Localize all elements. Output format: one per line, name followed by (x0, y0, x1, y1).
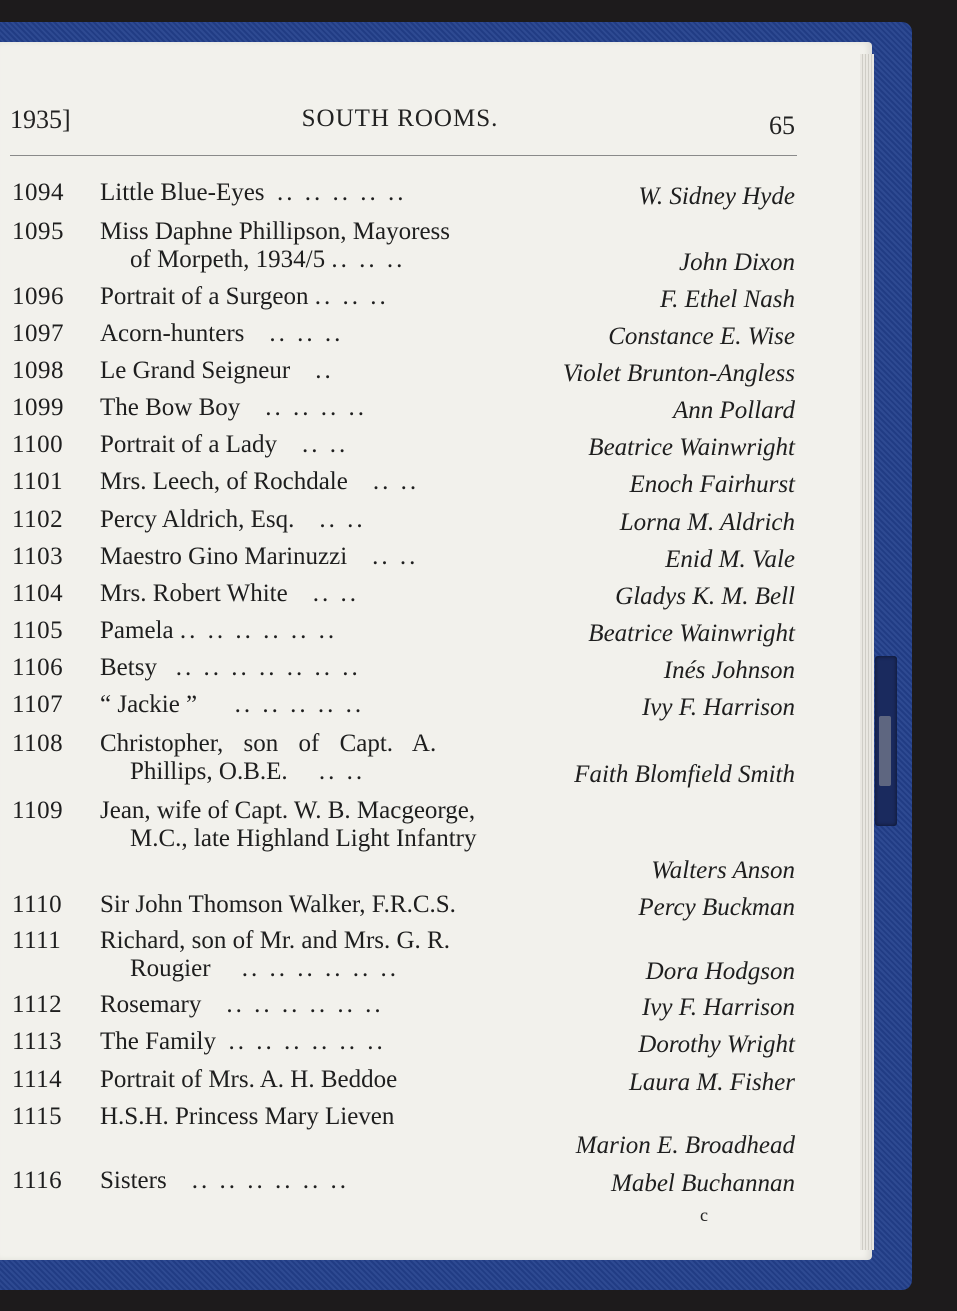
entry-number: 1108 (12, 730, 64, 757)
page-header (0, 105, 800, 145)
entry-number: 1094 (12, 179, 64, 206)
entry-number: 1106 (12, 654, 64, 681)
entry-artist: Lorna M. Aldrich (619, 509, 795, 536)
entry-artist: Gladys K. M. Bell (615, 583, 795, 610)
entry-artist: F. Ethel Nash (660, 286, 795, 313)
entry-number: 1109 (12, 797, 64, 824)
entry-number: 1104 (12, 580, 64, 607)
entry-title-continued: Rougier .. .. .. .. .. .. (130, 955, 400, 982)
entry-number: 1105 (12, 617, 64, 644)
entry-title: “ Jackie ” .. .. .. .. .. (100, 691, 365, 718)
entry-number: 1116 (12, 1167, 63, 1194)
entry-title-continued: M.C., late Highland Light Infantry (130, 825, 477, 852)
entry-title: Percy Aldrich, Esq. .. .. (100, 506, 366, 533)
entry-title: Rosemary .. .. .. .. .. .. (100, 991, 384, 1018)
entry-artist: Ivy F. Harrison (641, 694, 795, 721)
entry-number: 1110 (12, 891, 63, 918)
entry-artist: Enid M. Vale (665, 546, 795, 573)
entry-title: Acorn-hunters .. .. .. (100, 320, 344, 347)
entry-number: 1114 (12, 1066, 63, 1093)
entry-title: Miss Daphne Phillipson, Mayoress (100, 218, 450, 245)
entry-title: Mrs. Robert White .. .. (100, 580, 359, 607)
entry-title: Richard, son of Mr. and Mrs. G. R. (100, 927, 450, 954)
entry-number: 1112 (12, 991, 63, 1018)
entry-title: Little Blue-Eyes .. .. .. .. .. (100, 179, 407, 206)
entry-number: 1102 (12, 506, 64, 533)
header-rule (10, 155, 797, 156)
entry-title: Portrait of a Lady .. .. (100, 431, 349, 458)
entry-artist: Ivy F. Harrison (641, 994, 795, 1021)
entry-artist: John Dixon (679, 249, 795, 276)
entry-number: 1097 (12, 320, 64, 347)
entry-title: Betsy .. .. .. .. .. .. .. (100, 654, 361, 681)
entry-artist: Dora Hodgson (645, 958, 795, 985)
entry-title: Le Grand Seigneur .. (100, 357, 334, 384)
entry-title: Jean, wife of Capt. W. B. Macgeorge, (100, 797, 476, 824)
entry-title: Maestro Gino Marinuzzi .. .. (100, 543, 419, 570)
entry-title: Christopher, son of Capt. A. (100, 730, 437, 757)
entry-artist: Percy Buckman (638, 894, 795, 921)
entry-artist: Beatrice Wainwright (588, 620, 795, 647)
entry-number: 1111 (12, 927, 62, 954)
entry-artist: Faith Blomfield Smith (574, 761, 795, 788)
entry-artist: Beatrice Wainwright (588, 434, 795, 461)
entry-artist: Ann Pollard (673, 397, 795, 424)
entry-artist: Inés Johnson (663, 657, 795, 684)
entry-title: The Family .. .. .. .. .. .. (100, 1028, 386, 1055)
entry-number: 1099 (12, 394, 64, 421)
entry-title-continued: Phillips, O.B.E. .. .. (130, 758, 366, 785)
entry-artist: Mabel Buchannan (611, 1170, 795, 1197)
entry-title: Sir John Thomson Walker, F.R.C.S. (100, 891, 456, 918)
entry-number: 1103 (12, 543, 64, 570)
entry-number: 1095 (12, 218, 64, 245)
entry-artist: Violet Brunton-Angless (562, 360, 795, 387)
header-year: 1935] (10, 105, 71, 134)
entry-title: Pamela .. .. .. .. .. .. (100, 617, 338, 644)
entry-artist: Constance E. Wise (608, 323, 795, 350)
entry-number: 1107 (12, 691, 64, 718)
entry-title: The Bow Boy .. .. .. .. (100, 394, 368, 421)
signature-mark: c (700, 1205, 708, 1225)
entry-number: 1100 (12, 431, 64, 458)
entry-artist: Laura M. Fisher (629, 1069, 795, 1096)
entry-number: 1115 (12, 1103, 63, 1130)
entry-artist: W. Sidney Hyde (638, 183, 795, 210)
page-number: 65 (769, 111, 795, 140)
bookmark-ribbon (875, 656, 897, 826)
page-title: SOUTH ROOMS. (301, 105, 499, 132)
entry-title: H.S.H. Princess Mary Lieven (100, 1103, 395, 1130)
entry-artist: Dorothy Wright (638, 1031, 795, 1058)
entry-number: 1113 (12, 1028, 63, 1055)
entry-number: 1098 (12, 357, 64, 384)
entry-title: Mrs. Leech, of Rochdale .. .. (100, 468, 420, 495)
entry-artist: Marion E. Broadhead (575, 1132, 795, 1159)
entry-artist: Walters Anson (651, 857, 795, 884)
entry-title: Sisters .. .. .. .. .. .. (100, 1167, 349, 1194)
entry-number: 1096 (12, 283, 64, 310)
entry-title: Portrait of a Surgeon .. .. .. (100, 283, 389, 310)
entry-artist: Enoch Fairhurst (629, 471, 795, 498)
entry-number: 1101 (12, 468, 64, 495)
page-edges (860, 54, 874, 1250)
entry-title: Portrait of Mrs. A. H. Beddoe (100, 1066, 398, 1093)
entry-title-continued: of Morpeth, 1934/5 .. .. .. (130, 246, 406, 273)
